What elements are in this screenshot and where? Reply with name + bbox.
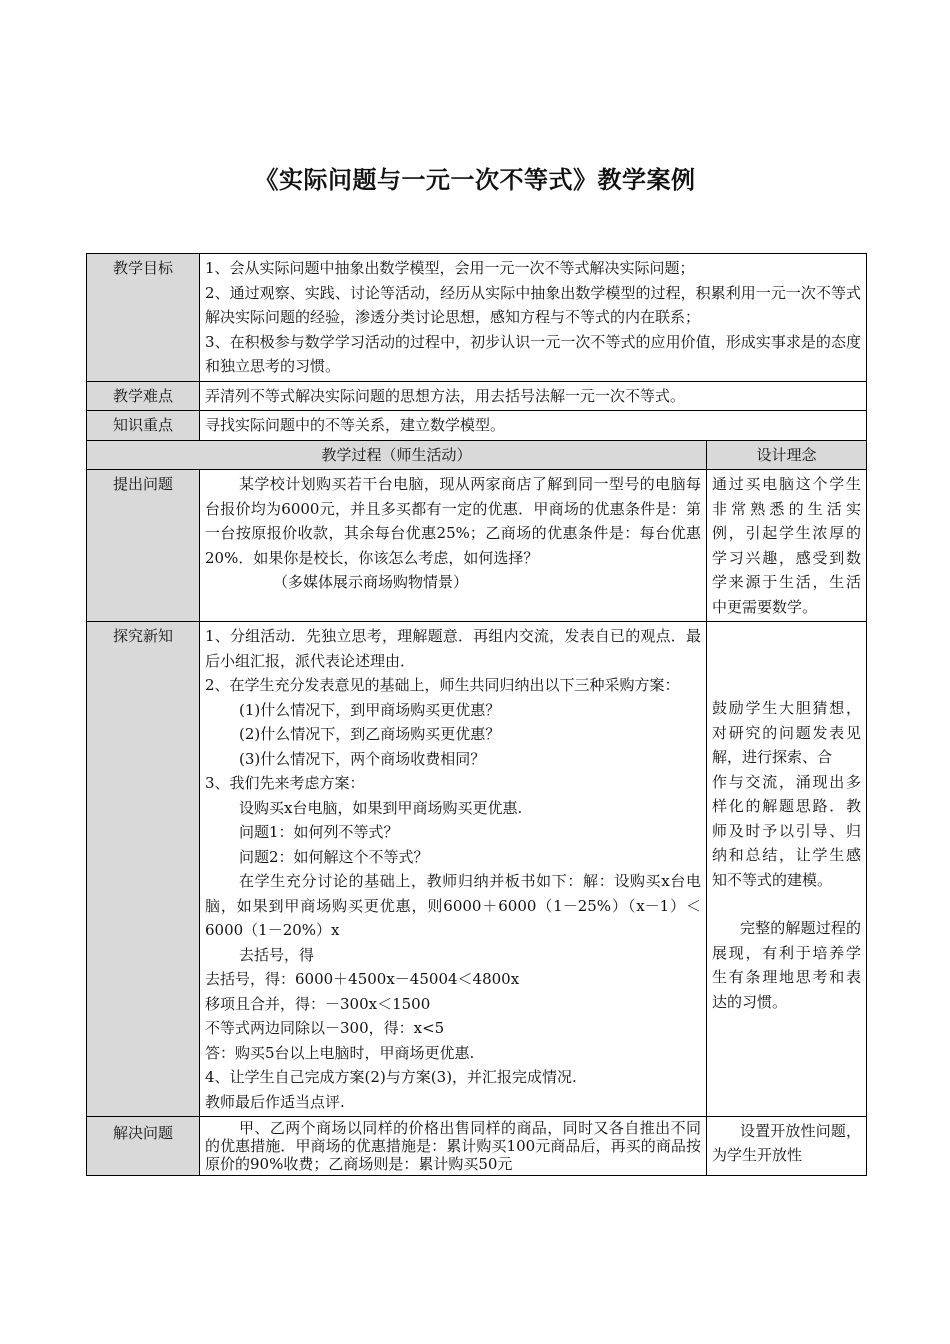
explore-question-1: (1)什么情况下，到甲商场购买更优惠？	[239, 700, 501, 719]
row-header	[87, 440, 867, 470]
label-raise-question: 提出问题	[87, 470, 200, 622]
header-design: 设计理念	[707, 440, 867, 470]
goal-2: 2、通过观察、实践、讨论等活动，经历从实际中抽象出数学模型的过程，积累利用一元一次不等式解决实际问题的经验，渗透分类讨论思想，感知方程与不等式的内在联系；	[205, 283, 861, 326]
explore-design-3: 完整的解题过程的展现，有利于培养学生有条理地思考和表达的习惯。	[712, 919, 861, 1011]
key-points-content: 寻找实际问题中的不等关系，建立数学模型。	[200, 411, 867, 441]
row-key-points	[87, 411, 867, 441]
raise-question-note: （多媒体展示商场购物情景）	[273, 573, 469, 591]
label-solve: 解决问题	[87, 1117, 200, 1176]
explore-solution: 在学生充分讨论的基础上，教师归纳并板书如下：解：设购买x台电脑，如果到甲商场购买更优惠，则6000＋6000（1－25%）（x－1）＜6000（1－20%）x	[205, 872, 701, 939]
explore-question-2: (2)什么情况下，到乙商场购买更优惠？	[239, 725, 501, 743]
header-process: 教学过程（师生活动）	[87, 440, 707, 470]
solve-design-text: 设置开放性问题，为学生开放性	[712, 1122, 861, 1164]
explore-question-3: (3)什么情况下，两个商场收费相同？	[239, 749, 486, 768]
explore-expand-result: 去括号，得：6000＋4500x－45004＜4800x	[205, 970, 520, 988]
explore-design-1: 鼓励学生大胆猜想，对研究的问题发表见解，进行探索、合	[712, 699, 861, 766]
solve-content	[200, 1117, 707, 1176]
label-explore: 探究新知	[87, 622, 200, 1117]
raise-question-design: 通过买电脑这个学生非常熟悉的生活实例，引起学生浓厚的学习兴趣，感受到数学来源于生活，生活中更需要数学。	[707, 470, 867, 622]
explore-divide: 不等式两边同除以－300，得：x<5	[205, 1019, 445, 1037]
label-goals: 教学目标	[87, 254, 200, 382]
explore-design-2: 作与交流，涌现出多样化的解题思路．教师及时予以引导、归纳和总结，让学生感知不等式的建模。	[712, 772, 861, 889]
row-explore	[87, 622, 867, 1117]
label-key-points: 知识重点	[87, 411, 200, 441]
raise-question-paragraph: 某学校计划购买若干台电脑，现从两家商店了解到同一型号的电脑每台报价均为6000元，并且多买都有一定的优惠．甲商场的优惠条件是：第一台按原报价收款，其余每台优惠25%；乙商场的优惠条件是：每台优惠20%．如果你是校长，你该怎么考虑，如何选择？	[205, 475, 701, 567]
solve-paragraph: 甲、乙两个商场以同样的价格出售同样的商品，同时又各自推出不同的优惠措施．甲商场的优惠措施是：累计购买100元商品后，再买的商品按原价的90%收费；乙商场则是：累计购买50元	[205, 1119, 701, 1173]
difficulty-content: 弄清列不等式解决实际问题的思想方法，用去括号法解一元一次不等式。	[200, 381, 867, 411]
explore-step-1: 1、分组活动．先独立思考，理解题意．再组内交流，发表自已的观点．最后小组汇报，派代表论述理由．	[205, 627, 701, 670]
document-title: 《实际问题与一元一次不等式》教学案例	[254, 166, 696, 194]
row-raise-question	[87, 470, 867, 622]
goals-content	[200, 254, 867, 382]
lesson-plan-table	[86, 253, 867, 1176]
explore-combine: 移项且合并，得：－300x＜1500	[205, 994, 431, 1013]
explore-setup: 设购买x台电脑，如果到甲商场购买更优惠.	[239, 798, 523, 817]
explore-answer: 答：购买5台以上电脑时，甲商场更优惠.	[205, 1043, 475, 1062]
explore-step-3: 3、我们先来考虑方案：	[205, 774, 365, 792]
explore-content	[200, 622, 707, 1117]
goal-1: 1、会从实际问题中抽象出数学模型，会用一元一次不等式解决实际问题；	[205, 259, 695, 277]
explore-step-4: 4、让学生自己完成方案(2)与方案(3)，并汇报完成情况.	[205, 1068, 577, 1086]
goal-3: 3、在积极参与数学学习活动的过程中，初步认识一元一次不等式的应用价值，形成实事求是的态度和独立思考的习惯。	[205, 332, 861, 375]
solve-design	[707, 1117, 867, 1176]
row-difficulty	[87, 381, 867, 411]
explore-design	[707, 622, 867, 1117]
row-solve	[87, 1117, 867, 1176]
explore-step-5: 教师最后作适当点评.	[205, 1092, 345, 1111]
explore-problem-2: 问题2：如何解这个不等式？	[239, 847, 429, 866]
row-goals	[87, 254, 867, 382]
label-difficulty: 教学难点	[87, 381, 200, 411]
explore-problem-1: 问题1：如何列不等式？	[239, 823, 399, 841]
raise-question-content	[200, 470, 707, 622]
explore-expand-brackets: 去括号，得	[239, 945, 315, 964]
explore-step-2: 2、在学生充分发表意见的基础上，师生共同归纳出以下三种采购方案：	[205, 676, 680, 694]
